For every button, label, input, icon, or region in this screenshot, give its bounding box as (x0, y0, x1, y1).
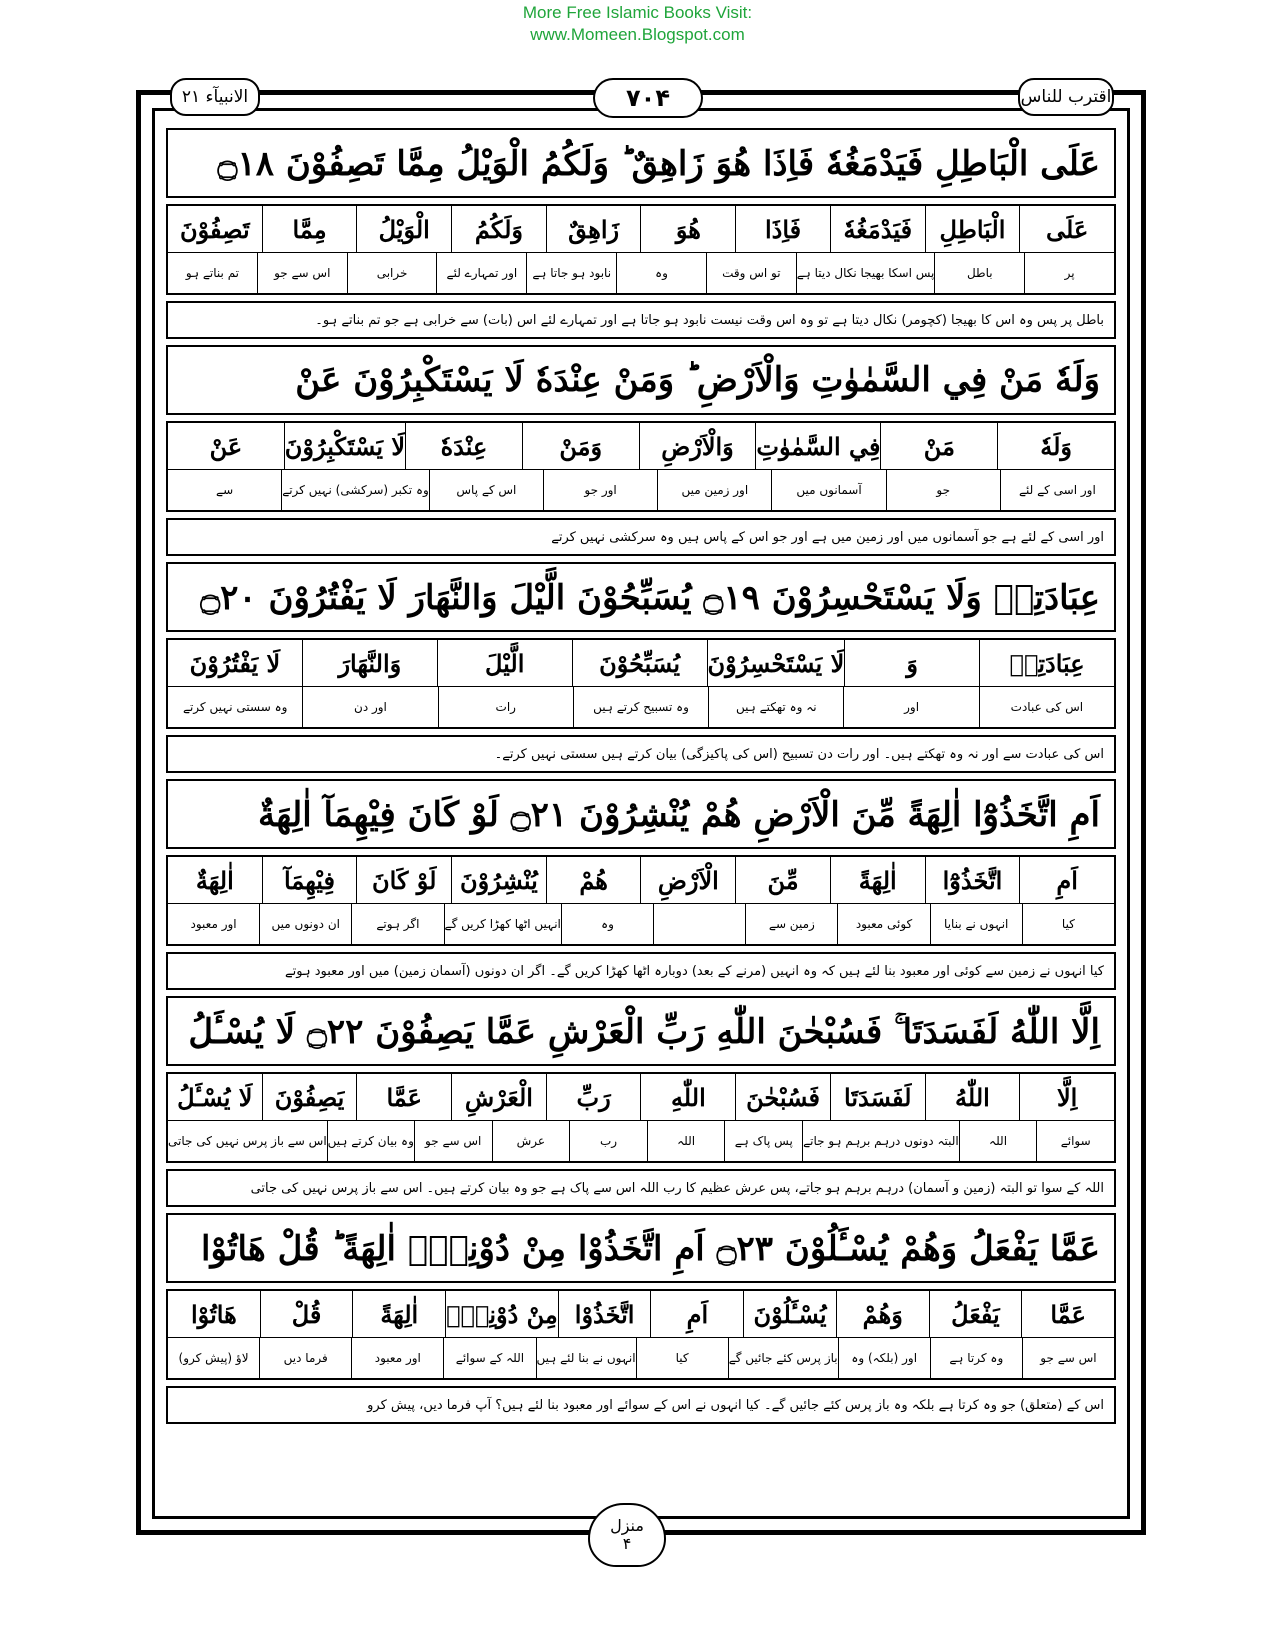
verse-line: عَمَّا يَفْعَلُ وَهُمْ يُسْـَٔلُوْنَ ۝۲۳ اَمِ اتَّخَذُوْا مِنْ دُوْنِهٖٓ اٰلِهَةً ؕ قُلْ هَاتُوْا (166, 1213, 1116, 1283)
urdu-translation: اور اسی کے لئے ہے جو آسمانوں میں اور زمین میں ہے اور جو اس کے پاس ہیں وہ سرکشی نہیں کرتے (166, 518, 1116, 556)
verse-line: اِلَّا اللّٰهُ لَفَسَدَتَا ۚ فَسُبْحٰنَ اللّٰهِ رَبِّ الْعَرْشِ عَمَّا يَصِفُوْنَ ۝۲۲ لَا يُسْـَٔلُ (166, 996, 1116, 1066)
urdu-translation: اللہ کے سوا تو البتہ (زمین و آسمان) درہم برہم ہو جاتے، پس عرش عظیم کا رب اللہ اس سے پاک ہے جو وہ بیان کرتے ہیں۔ اس سے باز پرس نہیں کی جاتی (166, 1169, 1116, 1207)
arabic-word: اللّٰهُ (925, 1074, 1020, 1120)
urdu-meaning: اور معبود (351, 1338, 443, 1378)
verse-line: اَمِ اتَّخَذُوْٓا اٰلِهَةً مِّنَ الْاَرْضِ هُمْ يُنْشِرُوْنَ ۝۲۱ لَوْ كَانَ فِيْهِمَآ اٰلِهَةٌ (166, 779, 1116, 849)
word-by-word-table (166, 204, 1116, 295)
urdu-meaning: اور زمین میں (657, 470, 771, 510)
page-content (166, 128, 1116, 1430)
arabic-words-row (168, 857, 1114, 904)
urdu-meaning: انہیں اٹھا کھڑا کریں گے (444, 904, 561, 944)
urdu-meaning: رب (569, 1121, 647, 1161)
arabic-word: عَنْ (209, 431, 243, 461)
arabic-word: مِمَّا (262, 206, 357, 252)
arabic-word: عِنْدَهٗ (405, 423, 522, 469)
arabic-word: الْاَرْضِ (640, 857, 735, 903)
promo-url[interactable]: www.Momeen.Blogspot.com (530, 25, 745, 44)
arabic-word: وَ (844, 640, 979, 686)
arabic-word: لَوْ كَانَ (356, 857, 451, 903)
arabic-word: اللّٰهِ (640, 1074, 735, 1120)
manzil-label: منزل (610, 1516, 644, 1535)
urdu-meaning: باطل (934, 253, 1024, 293)
arabic-word: تَصِفُوْنَ (180, 214, 250, 244)
arabic-words-row (168, 1074, 1114, 1121)
arabic-word: زَاهِقٌ (546, 206, 641, 252)
page-number: ۷۰۴ (593, 78, 703, 118)
urdu-meaning: پر (1024, 253, 1114, 293)
urdu-meanings-row (168, 253, 1114, 293)
arabic-word: وَهُمْ (836, 1291, 929, 1337)
urdu-meaning: کیا (636, 1338, 728, 1378)
arabic-word: اِلَّا (1019, 1074, 1114, 1120)
urdu-meaning: اور تمہارے لئے (436, 253, 526, 293)
arabic-word: يَفْعَلُ (929, 1291, 1022, 1337)
arabic-words-row (168, 1291, 1114, 1338)
arabic-word: هُمْ (546, 857, 641, 903)
arabic-word: فَسُبْحٰنَ (735, 1074, 830, 1120)
arabic-word: الْوَيْلُ (356, 206, 451, 252)
arabic-word: فَيَدْمَغُهٗ (830, 206, 925, 252)
urdu-meaning: اس سے جو (414, 1121, 492, 1161)
word-by-word-table (166, 1289, 1116, 1380)
arabic-word: مَنْ (880, 423, 997, 469)
urdu-meaning: اللہ کے سوائے (443, 1338, 535, 1378)
urdu-translation: اس کے (متعلق) جو وہ کرتا ہے بلکہ وہ باز پرس کئے جائیں گے۔ کیا انہوں نے اس کے سوائے اور معبود بنا لئے ہیں؟ آپ فرما دیں، پیش کرو (166, 1386, 1116, 1424)
arabic-word: اٰلِهَةً (830, 857, 925, 903)
urdu-meaning: نہ وہ تھکتے ہیں (708, 687, 843, 727)
urdu-meaning: نابود ہو جاتا ہے (526, 253, 616, 293)
word-by-word-table (166, 638, 1116, 729)
urdu-meaning: زمین سے (745, 904, 837, 944)
arabic-word: وَلَهٗ (997, 423, 1114, 469)
urdu-meaning: اور معبود (190, 917, 237, 931)
urdu-meaning: پس پاک ہے (724, 1121, 802, 1161)
urdu-meaning: انہوں نے بنایا (930, 904, 1022, 944)
arabic-word: يُنْشِرُوْنَ (451, 857, 546, 903)
urdu-meaning: البتہ دونوں درہم برہم ہو جاتے (802, 1121, 959, 1161)
urdu-meaning: وہ (616, 253, 706, 293)
urdu-meaning: کوئی معبود (837, 904, 929, 944)
arabic-word: فَاِذَا (735, 206, 830, 252)
arabic-word: لَا يَسْتَحْسِرُوْنَ (707, 640, 845, 686)
arabic-word: عَمَّا (356, 1074, 451, 1120)
urdu-meaning: وہ بیان کرتے ہیں (327, 1121, 414, 1161)
urdu-meaning: اس کی عبادت (979, 687, 1114, 727)
urdu-translation: باطل پر پس وہ اس کا بھیجا (کچومر) نکال دیتا ہے تو وہ اس وقت نیست نابود ہو جاتا ہے اور تمہارے لئے اس (بات) سے خرابی ہے جو تم بناتے ہو۔ (166, 301, 1116, 339)
urdu-translation: کیا انہوں نے زمین سے کوئی اور معبود بنا لئے ہیں کہ وہ انہیں (مرنے کے بعد) دوبارہ اٹھا کھڑا کریں گے۔ اگر ان دونوں (آسمان زمین) میں اور معبود ہوتے (166, 952, 1116, 990)
arabic-word: لَا يَسْتَكْبِرُوْنَ (284, 423, 405, 469)
urdu-meaning: وہ (561, 904, 653, 944)
promo-line-1: More Free Islamic Books Visit: (522, 3, 753, 22)
urdu-meaning: اگر ہوتے (351, 904, 443, 944)
verse-line: وَلَهٗ مَنْ فِي السَّمٰوٰتِ وَالْاَرْضِ ؕ وَمَنْ عِنْدَهٗ لَا يَسْتَكْبِرُوْنَ عَنْ (166, 345, 1116, 415)
urdu-meanings-row (168, 470, 1114, 510)
urdu-meanings-row (168, 1338, 1114, 1378)
arabic-word: وَلَكُمُ (451, 206, 546, 252)
arabic-word: اتَّخَذُوْا (558, 1291, 651, 1337)
urdu-meaning (653, 904, 745, 944)
arabic-words-row (168, 206, 1114, 253)
urdu-meaning: اور (بلکہ) وہ (838, 1338, 930, 1378)
urdu-meaning: فرما دیں (259, 1338, 351, 1378)
arabic-word: رَبِّ (546, 1074, 641, 1120)
arabic-word: وَمَنْ (522, 423, 639, 469)
arabic-word: وَالنَّهَارَ (302, 640, 437, 686)
arabic-word: اَمِ (650, 1291, 743, 1337)
urdu-meaning: وہ سستی نہیں کرتے (182, 700, 288, 714)
urdu-meaning: اللہ (959, 1121, 1037, 1161)
word-by-word-table (166, 421, 1116, 512)
urdu-meaning: اس سے جو (1022, 1338, 1114, 1378)
urdu-meaning: جو (886, 470, 1000, 510)
arabic-word: فِي السَّمٰوٰتِ (755, 423, 880, 469)
urdu-meaning: اس سے باز پرس نہیں کی جاتی (168, 1134, 327, 1148)
manzil-marker (588, 1503, 666, 1567)
arabic-word: قُلْ (260, 1291, 353, 1337)
urdu-meaning: اور (843, 687, 978, 727)
urdu-meanings-row (168, 687, 1114, 727)
urdu-meanings-row (168, 1121, 1114, 1161)
juz-name-cartouche: اقترب للناس (1018, 78, 1114, 116)
urdu-meaning: باز پرس کئے جائیں گے (728, 1338, 838, 1378)
arabic-word: اتَّخَذُوْٓا (925, 857, 1020, 903)
urdu-meaning: اور جو (543, 470, 657, 510)
urdu-meanings-row (168, 904, 1114, 944)
urdu-meaning: عرش (492, 1121, 570, 1161)
arabic-word: اَمِ (1019, 857, 1114, 903)
arabic-word: عَلَى (1019, 206, 1114, 252)
arabic-word: عَمَّا (1021, 1291, 1114, 1337)
word-by-word-table (166, 855, 1116, 946)
arabic-word: لَفَسَدَتَا (830, 1074, 925, 1120)
urdu-meaning: سوائے (1036, 1121, 1114, 1161)
urdu-meaning: تم بناتے ہو (185, 266, 240, 280)
urdu-meaning: انہوں نے بنا لئے ہیں (536, 1338, 636, 1378)
arabic-word: مِّنَ (735, 857, 830, 903)
urdu-meaning: سے (216, 483, 234, 497)
arabic-word: لَا يَفْتُرُوْنَ (189, 648, 281, 678)
arabic-word: عِبَادَتِهٖ (979, 640, 1114, 686)
urdu-meaning: خرابی (347, 253, 437, 293)
urdu-meaning: اور دن (302, 687, 437, 727)
arabic-word: لَا يُسْـَٔلُ (177, 1082, 253, 1112)
urdu-meaning: ان دونوں میں (259, 904, 351, 944)
arabic-word: يُسْـَٔلُوْنَ (743, 1291, 836, 1337)
arabic-word: اٰلِهَةٌ (195, 865, 234, 895)
urdu-meaning: اس سے جو (257, 253, 347, 293)
urdu-meaning: پس اسکا بھیجا نکال دیتا ہے (796, 253, 935, 293)
arabic-word: مِنْ دُوْنِهٖٓ (445, 1291, 558, 1337)
arabic-word: الْبَاطِلِ (925, 206, 1020, 252)
arabic-word: هُوَ (640, 206, 735, 252)
urdu-meaning: کیا (1022, 904, 1114, 944)
arabic-word: اٰلِهَةً (352, 1291, 445, 1337)
urdu-meaning: رات (438, 687, 573, 727)
urdu-meaning: وہ کرتا ہے (930, 1338, 1022, 1378)
word-by-word-table (166, 1072, 1116, 1163)
arabic-words-row (168, 423, 1114, 470)
urdu-meaning: آسمانوں میں (771, 470, 885, 510)
arabic-word: الْعَرْشِ (451, 1074, 546, 1120)
arabic-word: يُسَبِّحُوْنَ (572, 640, 707, 686)
arabic-words-row (168, 640, 1114, 687)
arabic-word: يَصِفُوْنَ (262, 1074, 357, 1120)
urdu-meaning: اور اسی کے لئے (1000, 470, 1114, 510)
urdu-meaning: اللہ (647, 1121, 725, 1161)
verse-line: عَلَى الْبَاطِلِ فَيَدْمَغُهٗ فَاِذَا هُوَ زَاهِقٌ ؕ وَلَكُمُ الْوَيْلُ مِمَّا تَصِفُوْنَ ۝۱۸ (166, 128, 1116, 198)
urdu-meaning: وہ تسبیح کرتے ہیں (573, 687, 708, 727)
surah-name-cartouche: الانبیآء ۲۱ (170, 78, 260, 116)
verse-line: عِبَادَتِهٖ وَلَا يَسْتَحْسِرُوْنَ ۝۱۹ يُسَبِّحُوْنَ الَّيْلَ وَالنَّهَارَ لَا يَفْتُرُوْنَ ۝۲۰ (166, 562, 1116, 632)
urdu-meaning: وہ تکبر (سرکشی) نہیں کرتے (281, 470, 429, 510)
manzil-number: ۴ (622, 1534, 632, 1553)
urdu-meaning: لاؤ (پیش کرو) (178, 1351, 249, 1365)
urdu-meaning: تو اس وقت (706, 253, 796, 293)
arabic-word: الَّيْلَ (437, 640, 572, 686)
arabic-word: هَاتُوْا (191, 1299, 237, 1329)
arabic-word: فِيْهِمَآ (262, 857, 357, 903)
urdu-meaning: اس کے پاس (429, 470, 543, 510)
urdu-translation: اس کی عبادت سے اور نہ وہ تھکتے ہیں۔ اور رات دن تسبیح (اس کی پاکیزگی) بیان کرتے ہیں سستی نہیں کرتے۔ (166, 735, 1116, 773)
arabic-word: وَالْاَرْضِ (639, 423, 756, 469)
